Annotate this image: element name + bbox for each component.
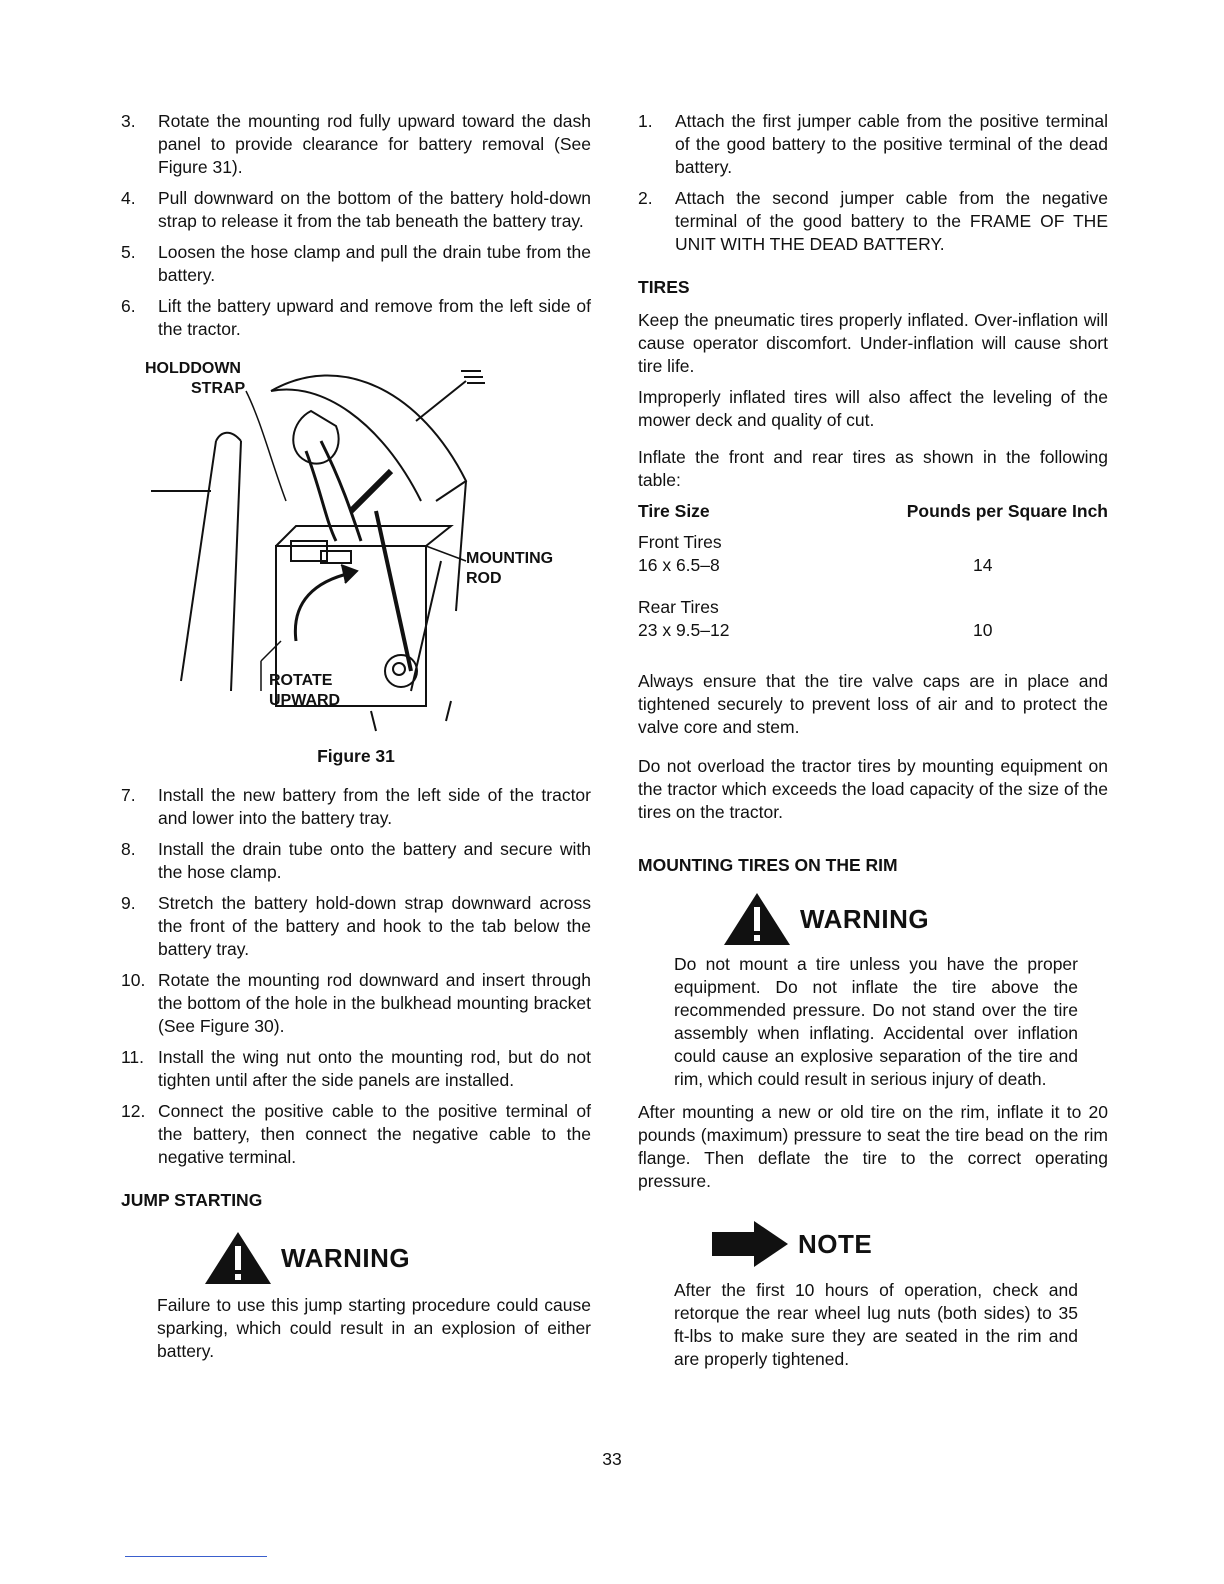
figure-caption: Figure 31 xyxy=(317,746,395,766)
tires-heading: TIRES xyxy=(638,277,690,297)
warning-banner xyxy=(203,1230,591,1286)
table-row xyxy=(638,577,1108,619)
arrow-right-icon xyxy=(710,1219,790,1269)
step-text: Install the wing nut onto the mounting rod, but do not tighten until after the side panels are installed. xyxy=(158,1047,591,1090)
step-text: Rotate the mounting rod fully upward toward the dash panel to provide clearance for battery removal (See Figure 31). xyxy=(158,111,591,177)
list-item: 7. Install the new battery from the left side of the tractor and lower into the battery tray. xyxy=(121,785,591,828)
list-item: 8. Install the drain tube onto the battery and secure with the hose clamp. xyxy=(121,839,591,882)
warning-text: Failure to use this jump starting procedure could cause sparking, which could result in an explosion of either battery. xyxy=(157,1295,591,1361)
rear-tires-label: Rear Tires xyxy=(638,597,719,617)
step-text: Attach the first jumper cable from the positive terminal of the good battery to the positive terminal of the dead battery. xyxy=(675,111,1108,177)
tires-paragraph: Keep the pneumatic tires properly inflated. Over-inflation will cause operator discomfort. Under-inflation will cause short tire life. xyxy=(638,310,1108,376)
page-number: 33 xyxy=(602,1449,622,1469)
step-text: Loosen the hose clamp and pull the drain tube from the battery. xyxy=(158,242,591,285)
list-item: 4. Pull downward on the bottom of the battery hold-down strap to release it from the tab beneath the battery tray. xyxy=(121,188,591,231)
label-rod: ROD xyxy=(466,570,502,587)
list-item: 11. Install the wing nut onto the mounting rod, but do not tighten until after the side panels are installed. xyxy=(121,1047,591,1090)
note-text: After the first 10 hours of operation, check and retorque the rear wheel lug nuts (both sides) to 35 ft-lbs to make sure they are seated in the rim and are properly tightened. xyxy=(674,1280,1078,1369)
front-tire-size: 16 x 6.5–8 xyxy=(638,555,720,575)
note-title: NOTE xyxy=(798,1228,873,1259)
jump-steps xyxy=(638,110,1108,256)
footer-rule xyxy=(125,1556,267,1557)
step-text: Rotate the mounting rod downward and insert through the bottom of the hole in the bulkhead mounting bracket (See Figure 30). xyxy=(158,970,591,1036)
tires-paragraph: Improperly inflated tires will also affect the leveling of the mower deck and quality of cut. xyxy=(638,387,1108,430)
label-mounting: MOUNTING xyxy=(466,550,554,567)
warning-title: WARNING xyxy=(281,1242,411,1273)
table-header-row xyxy=(638,500,1108,523)
warning-triangle-icon xyxy=(722,891,792,947)
battery-diagram xyxy=(121,351,591,741)
tires-paragraph: Do not overload the tractor tires by mounting equipment on the tractor which exceeds the load capacity of the size of the tires on the tractor. xyxy=(638,756,1108,822)
step-text: Pull downward on the bottom of the battery hold-down strap to release it from the tab beneath the battery tray. xyxy=(158,188,591,231)
rear-tire-psi: 10 xyxy=(972,620,993,640)
list-item: 12. Connect the positive cable to the positive terminal of the battery, then connect the negative cable to the negative terminal. xyxy=(121,1101,591,1167)
label-holddown: HOLDDOWN xyxy=(145,360,241,377)
column-header-psi: Pounds per Square Inch xyxy=(906,501,1108,521)
table-row xyxy=(638,619,1108,642)
list-item: 10. Rotate the mounting rod downward and insert through the bottom of the hole in the bulkhead mounting bracket (See Figure 30). xyxy=(121,970,591,1036)
list-item: 3. Rotate the mounting rod fully upward toward the dash panel to provide clearance for battery removal (See Figure 31). xyxy=(121,111,591,177)
warning-triangle-icon xyxy=(203,1230,273,1286)
mounting-paragraph: After mounting a new or old tire on the rim, inflate it to 20 pounds (maximum) pressure to seat the tire bead on the rim flange. Then deflate the tire to the correct operating pressure. xyxy=(638,1102,1108,1191)
left-column xyxy=(121,110,591,1371)
label-strap: STRAP xyxy=(191,380,246,397)
battery-steps-bottom xyxy=(121,784,591,1169)
battery-steps-top xyxy=(121,110,591,341)
warning-banner xyxy=(722,891,1108,947)
step-text: Attach the second jumper cable from the negative terminal of the good battery to the FRAME OF THE UNIT WITH THE DEAD BATTERY. xyxy=(675,188,1108,254)
right-column xyxy=(638,110,1108,1379)
rear-tire-size: 23 x 9.5–12 xyxy=(638,620,730,640)
list-item: 1. Attach the first jumper cable from the positive terminal of the good battery to the positive terminal of the dead battery. xyxy=(638,111,1108,177)
step-text: Connect the positive cable to the positive terminal of the battery, then connect the negative cable to the negative terminal. xyxy=(158,1101,591,1167)
front-tires-label: Front Tires xyxy=(638,532,722,552)
warning-title: WARNING xyxy=(800,903,930,934)
list-item: 6. Lift the battery upward and remove from the left side of the tractor. xyxy=(121,296,591,339)
step-text: Install the new battery from the left side of the tractor and lower into the battery tray. xyxy=(158,785,591,828)
column-header-size: Tire Size xyxy=(638,501,710,521)
tires-paragraph: Always ensure that the tire valve caps are in place and tightened securely to prevent loss of air and to protect the valve core and stem. xyxy=(638,671,1108,737)
tires-paragraph: Inflate the front and rear tires as shown in the following table: xyxy=(638,447,1108,490)
front-tire-psi: 14 xyxy=(972,555,993,575)
step-text: Stretch the battery hold-down strap downward across the front of the battery and hook to the tab below the battery tray. xyxy=(158,893,591,959)
list-item: 5. Loosen the hose clamp and pull the drain tube from the battery. xyxy=(121,242,591,285)
mounting-tires-heading: MOUNTING TIRES ON THE RIM xyxy=(638,855,898,875)
label-rotate: ROTATE xyxy=(269,672,333,689)
figure-31-illustration xyxy=(121,351,591,741)
tire-pressure-table xyxy=(638,500,1108,642)
jump-starting-heading: JUMP STARTING xyxy=(121,1190,263,1210)
step-text: Lift the battery upward and remove from the left side of the tractor. xyxy=(158,296,591,339)
label-upward: UPWARD xyxy=(269,692,341,709)
table-row xyxy=(638,554,1108,577)
step-text: Install the drain tube onto the battery and secure with the hose clamp. xyxy=(158,839,591,882)
note-banner xyxy=(710,1219,1108,1269)
list-item: 2. Attach the second jumper cable from the negative terminal of the good battery to the FRAME OF THE UNIT WITH THE DEAD BATTERY. xyxy=(638,188,1108,254)
table-row xyxy=(638,523,1108,554)
list-item: 9. Stretch the battery hold-down strap downward across the front of the battery and hook to the tab below the battery tray. xyxy=(121,893,591,959)
warning-text: Do not mount a tire unless you have the proper equipment. Do not inflate the tire above the recommended pressure. Do not stand over the tire assembly when inflating. Accidental over inflation could cause an explosive separation of the tire and rim, which could result in serious injury of death. xyxy=(674,954,1078,1089)
